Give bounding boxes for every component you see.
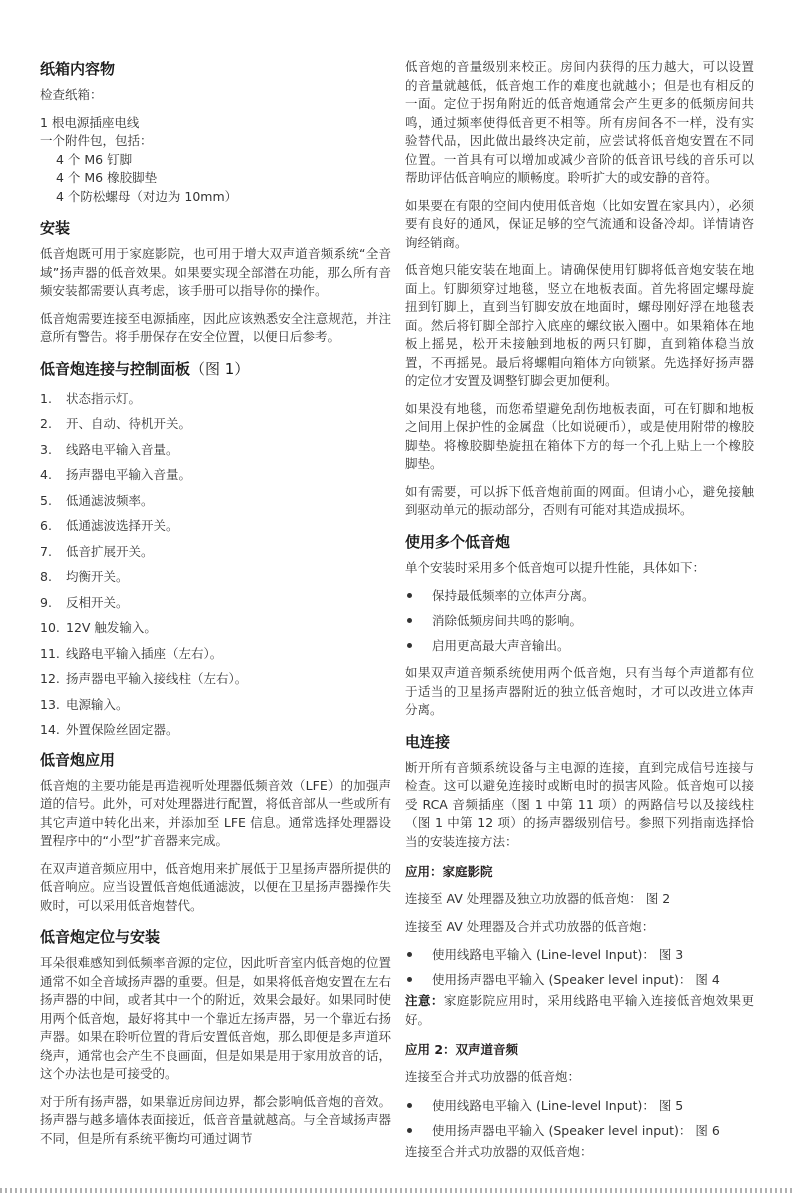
list-item <box>40 590 391 616</box>
list-item-text: 使用线路电平输入 (Line-level Input)： 图 5 <box>432 1097 684 1113</box>
list-item-number: 2. <box>40 416 52 431</box>
two-channel-list <box>405 1093 754 1143</box>
box-item-rubber-feet: 4 个 M6 橡胶脚垫 <box>56 170 158 185</box>
list-item-text: 消除低频房间共鸣的影响。 <box>432 613 583 628</box>
electrical-connection-paragraph: 断开所有音频系统设备与主电源的连接，直到完成信号连接与检查。这可以避免连接时或断电时的损害风险。低音炮可以接受 RCA 音频插座（图 1 中第 11 项）的两路信号以及接线柱（图 1 中第 12 项）的扬声器级别信号。参照下列指南选择恰当的安装连接方法： <box>405 759 754 849</box>
list-item-number: 8. <box>40 569 52 584</box>
control-panel-figure-ref: （图 1） <box>190 359 250 378</box>
list-item-text: 低通滤波频率。 <box>66 492 154 508</box>
bullet-icon <box>405 583 432 608</box>
ventilation-paragraph: 如果要在有限的空间内使用低音炮（比如安置在家具内），必须要有良好的通风，保证足够的空气流通和设备冷却。详情请咨询经销商。 <box>405 197 754 250</box>
grille-paragraph: 如有需要，可以拆下低音炮前面的网面。但请小心，避免接触到驱动单元的振动部分，否则有可能对其造成损坏。 <box>405 483 754 517</box>
page-bottom-border <box>0 1188 794 1193</box>
spikes-paragraph: 低音炮只能安装在地面上。请确保使用钉脚将低音炮安装在地面上。钉脚须穿过地毯，竖立在地板表面。首先将固定螺母旋扭到钉脚上，直到当钉脚安放在地面时，螺母刚好浮在地毯表面。然后将钉脚全部拧入底座的螺纹嵌入圈中。如果箱体在地板上摇晃，松开未接触到地板的两只钉脚，直到箱体稳当放置，不再摇晃。最后将螺帽向箱体方向锁紧。先选择好扬声器的定位才安置及调整钉脚会更加便利。 <box>405 262 754 388</box>
two-channel-line-1: 连接至合并式功放器的低音炮： <box>405 1069 581 1084</box>
list-item <box>405 608 754 633</box>
list-item <box>40 437 391 463</box>
list-item-text: 低音扩展开关。 <box>66 543 154 559</box>
list-item-text: 线路电平输入音量。 <box>66 441 179 457</box>
bullet-icon <box>405 967 432 992</box>
list-item-number: 3. <box>40 441 52 457</box>
positioning-paragraph-1: 耳朵很难感知到低频率音源的定位，因此听音室内低音炮的位置通常不如全音域扬声器的重要。但是，如果将低音炮安置在左右扬声器的中间，或者其中一个的附近，效果会最好。如果同时使用两个低音炮，最好将其中一个靠近左扬声器，另一个靠近右扬声器。如果在聆听位置的背后安置低音炮，那么即便是多声道环绕声，通常也会产生不良画面，但是如果是用于家用放音的话，这个办法也是可接受的。 <box>40 955 391 1081</box>
home-theatre-heading: 应用：家庭影院 <box>405 864 493 879</box>
list-item-number: 12. <box>40 671 60 686</box>
positioning-paragraph-2: 对于所有扬声器，如果靠近房间边界，都会影响低音炮的音效。扬声器与越多墙体表面接近，低音音量就越高。与全音域扬声器不同，但是所有系统平衡均可通过调节 <box>40 1093 391 1146</box>
note-label: 注意： <box>405 993 444 1008</box>
positioning-continued-paragraph: 低音炮的音量级别来校正。房间内获得的压力越大，可以设置的音量就越低，低音炮工作的难度也就越小；但是也有相反的一面。定位于拐角附近的低音炮通常会产生更多的低频房间共鸣，通过频率使得低音更不相等。所有房间各不一样，没有实验替代品，因此做出最终决定前，应尝试将低音炮安置在不同位置。一首具有可以增加或减少音阶的低音讯号线的音乐可以帮助评估低音响应的顺畅度。聆听扩大的或安静的音符。 <box>405 59 754 185</box>
installation-paragraph-2: 低音炮需要连接至电源插座，因此应该熟悉安全注意规范，并注意所有警告。将手册保存在安全位置，以便日后参考。 <box>40 310 391 344</box>
list-item <box>40 513 391 539</box>
rubber-feet-paragraph: 如果没有地毯，而您希望避免刮伤地板表面，可在钉脚和地板之间用上保护性的金属盘（比如说硬币），或是使用附带的橡胶脚垫。将橡胶脚垫旋扭在箱体下方的每一个孔上贴上一个橡胶脚垫。 <box>405 400 754 471</box>
list-item-text: 反相开关。 <box>66 594 129 610</box>
list-item <box>405 967 754 992</box>
list-item <box>40 539 391 565</box>
list-item <box>405 942 754 967</box>
list-item-text: 线路电平输入插座（左右）。 <box>66 645 223 661</box>
list-item-number: 4. <box>40 467 52 482</box>
installation-paragraph-1: 低音炮既可用于家庭影院，也可用于增大双声道音频系统“全音域”扬声器的低音效果。如果要实现全部潜在功能，那么所有音频安装都需要认真考虑，该手册可以指导你的操作。 <box>40 246 391 298</box>
bullet-icon <box>405 608 432 633</box>
list-item-text: 使用扬声器电平输入 (Speaker level input)： 图 6 <box>432 1122 720 1138</box>
list-item <box>40 692 391 718</box>
list-item-number: 11. <box>40 645 60 661</box>
list-item-text: 低通滤波选择开关。 <box>66 518 179 533</box>
list-item <box>40 411 391 437</box>
bullet-icon <box>405 1118 432 1143</box>
multiple-subwoofers-intro: 单个安装时采用多个低音炮可以提升性能，具体如下： <box>405 559 706 575</box>
control-panel-heading <box>40 358 391 380</box>
bullet-icon <box>405 633 432 658</box>
list-item <box>405 633 754 658</box>
multiple-subwoofers-list <box>405 583 754 658</box>
list-item <box>40 488 391 514</box>
bullet-icon <box>405 1093 432 1118</box>
box-contents-intro: 检查纸箱： <box>40 87 103 102</box>
multiple-subwoofers-paragraph: 如果双声道音频系统使用两个低音炮，只有当每个声道都有位于适当的卫星扬声器附近的独立低音炮时，才可以改进立体声分离。 <box>405 665 754 717</box>
list-item-text: 扬声器电平输入音量。 <box>66 467 192 482</box>
right-column <box>405 58 754 1161</box>
list-item-number: 13. <box>40 696 60 712</box>
home-theatre-line-1: 连接至 AV 处理器及独立功放器的低音炮： 图 2 <box>405 891 671 906</box>
box-item-lock-nuts: 4 个防松螺母（对边为 10mm） <box>56 188 238 204</box>
list-item-text: 启用更高最大声音输出。 <box>432 638 570 653</box>
list-item-number: 10. <box>40 620 60 635</box>
list-item-text: 保持最低频率的立体声分离。 <box>432 588 595 603</box>
note-paragraph <box>405 992 754 1029</box>
list-item-number: 5. <box>40 492 52 508</box>
installation-heading: 安装 <box>40 219 71 237</box>
box-item-power-cord: 1 根电源插座电线 <box>40 114 140 130</box>
left-column <box>40 58 391 1148</box>
list-item-number: 1. <box>40 390 52 406</box>
multiple-subwoofers-heading: 使用多个低音炮 <box>405 532 511 551</box>
applications-paragraph-2: 在双声道音频应用中，低音炮用来扩展低于卫星扬声器所提供的低音响应。应当设置低音炮低通滤波，以便在卫星扬声器操作失败时，可以采用低音炮替代。 <box>40 860 391 913</box>
list-item <box>40 641 391 667</box>
list-item-number: 7. <box>40 543 52 559</box>
control-panel-heading-text: 低音炮连接与控制面板 <box>40 359 191 378</box>
list-item <box>40 564 391 590</box>
list-item <box>405 1118 754 1143</box>
list-item-text: 外置保险丝固定器。 <box>66 722 179 737</box>
box-item-accessory-pack: 一个附件包，包括： <box>40 133 153 148</box>
list-item-number: 9. <box>40 594 52 610</box>
list-item-text: 使用扬声器电平输入 (Speaker level input)： 图 4 <box>432 972 720 987</box>
list-item <box>40 717 391 743</box>
list-item <box>405 583 754 608</box>
bullet-icon <box>405 942 432 967</box>
home-theatre-line-2: 连接至 AV 处理器及合并式功放器的低音炮： <box>405 918 655 934</box>
list-item-text: 12V 触发输入。 <box>66 620 157 635</box>
list-item-text: 扬声器电平输入接线柱（左右）。 <box>66 671 248 686</box>
list-item-number: 6. <box>40 518 52 533</box>
two-channel-heading: 应用 2：双声道音频 <box>405 1042 519 1057</box>
box-item-spikes: 4 个 M6 钉脚 <box>56 151 133 167</box>
note-text: 家庭影院应用时，采用线路电平输入连接低音炮效果更好。 <box>405 993 754 1027</box>
list-item-text: 状态指示灯。 <box>66 390 142 406</box>
list-item <box>40 386 391 412</box>
two-channel-line-2: 连接至合并式功放器的双低音炮： <box>405 1143 593 1159</box>
list-item-text: 均衡开关。 <box>66 569 129 584</box>
list-item <box>40 462 391 488</box>
list-item <box>405 1093 754 1118</box>
list-item-text: 使用线路电平输入 (Line-level Input)： 图 3 <box>432 947 684 962</box>
box-contents-heading: 纸箱内容物 <box>40 60 116 78</box>
applications-paragraph-1: 低音炮的主要功能是再造视听处理器低频音效（LFE）的加强声道的信号。此外，可对处理器进行配置，将低音部从一些或所有其它声道中转化出来，并添加至 LFE 信息。通常选择处理器设置程序中的“小型”扩音器来完成。 <box>40 777 391 848</box>
list-item-number: 14. <box>40 722 60 737</box>
list-item-text: 电源输入。 <box>66 696 129 712</box>
list-item-text: 开、自动、待机开关。 <box>66 416 192 431</box>
electrical-connection-heading: 电连接 <box>405 732 451 751</box>
list-item <box>40 615 391 641</box>
positioning-heading: 低音炮定位与安装 <box>40 928 161 946</box>
home-theatre-list <box>405 942 754 992</box>
control-panel-list <box>40 386 391 743</box>
list-item <box>40 666 391 692</box>
applications-heading: 低音炮应用 <box>40 750 116 769</box>
